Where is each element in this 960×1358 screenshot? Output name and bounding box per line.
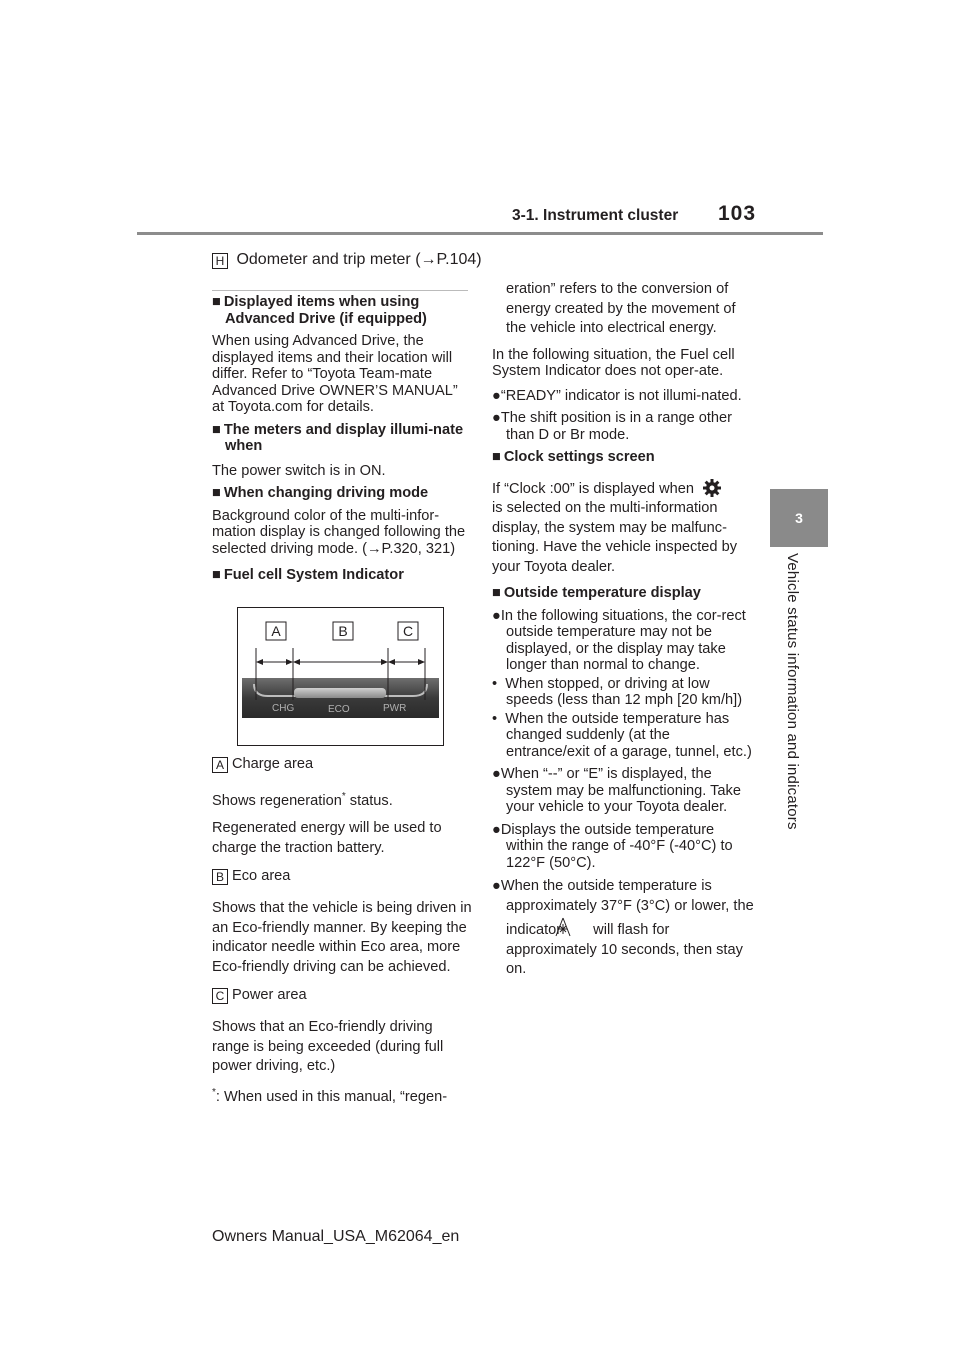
- arrow-icon: →: [420, 251, 437, 268]
- chapter-tab[interactable]: 3: [770, 489, 828, 547]
- right-column: [492, 280, 754, 986]
- eco-area-title: Eco area: [232, 868, 291, 885]
- para-not-operate: In the following situation, the Fuel cell System Indicator does not oper-ate.: [492, 346, 735, 379]
- square-bullet-icon: ■: [492, 449, 501, 465]
- diagram-label-b: B: [338, 623, 348, 639]
- square-bullet-icon: ■: [492, 585, 501, 601]
- para-advanced-drive: When using Advanced Drive, the displayed items and their location will differ. Refer to “Toyota Team-mate Advanced Drive OWNER’S MANUAL” at Toyota.com for details.: [212, 333, 458, 415]
- charge-area-desc: Regenerated energy will be used to charge the traction battery.: [212, 820, 442, 856]
- label-a-box: A: [212, 757, 228, 773]
- page-ref-link[interactable]: P.104): [436, 251, 482, 268]
- eco-label: ECO: [328, 704, 350, 715]
- bullet-range: Displays the outside temperature within the range of -40°F (-40°C) to 122°F (50°C).: [500, 821, 733, 871]
- pwr-label: PWR: [383, 703, 407, 714]
- bullet-temp-situations: In the following situations, the cor-rect outside temperature may not be displayed, or the display may take longer than normal to change.: [500, 607, 746, 673]
- square-bullet-icon: ■: [212, 485, 221, 501]
- footnote-text: : When used in this manual, “regen-: [215, 1088, 448, 1105]
- gear-icon: [702, 478, 722, 498]
- heading-illumination: The meters and display illumi-nate when: [223, 421, 464, 454]
- ice-warning-icon: [567, 916, 587, 938]
- bullet-malfunction: When “--” or “E” is displayed, the system may be malfunctioning. Take your vehicle to your Toyota dealer.: [500, 766, 741, 815]
- circle-bullet-icon: ●: [492, 821, 501, 838]
- circle-bullet-icon: ●: [492, 878, 501, 894]
- fc-indicator-diagram: [238, 608, 443, 745]
- clock-text-b: is selected on the multi-information display, the system may be malfunc-tioning. Have the vehicle inspected by your Toyota dealer.: [492, 500, 738, 575]
- bullet-ice-b: will flash for approximately 10 seconds, then stay on.: [506, 922, 743, 977]
- charge-area-title: Charge area: [232, 756, 314, 772]
- para-driving-mode-text: Background color of the multi-infor-mation display is changed following the selected driving mode. (: [212, 507, 466, 557]
- arrow-icon: →: [366, 540, 382, 557]
- fc-indicator-illustration: [237, 607, 444, 746]
- footnote-mark: *: [341, 791, 346, 802]
- item-h: [212, 251, 482, 269]
- page-number: 103: [718, 202, 757, 225]
- page-ref-link[interactable]: P.320, 321): [381, 540, 456, 557]
- para-illumination: The power switch is in ON.: [212, 462, 386, 479]
- section-title: 3-1. Instrument cluster: [512, 207, 679, 224]
- heading-driving-mode: When changing driving mode: [223, 485, 429, 501]
- left-column: [212, 294, 472, 590]
- left-column-lower: [212, 756, 474, 1111]
- para-driving-mode: [212, 508, 472, 558]
- circle-bullet-icon: ●: [492, 766, 501, 782]
- eco-area-desc: Shows that the vehicle is being driven in an Eco-friendly manner. By keeping the indicator needle within Eco area, more Eco-friendly driving can be achieved.: [212, 900, 472, 975]
- diagram-label-c: C: [402, 623, 414, 639]
- section-divider: [212, 290, 468, 291]
- footnote-mark: *: [212, 1086, 216, 1098]
- power-area-desc: Shows that an Eco-friendly driving range is being exceeded (during full power driving, etc.): [212, 1019, 444, 1075]
- item-h-text: Odometer and trip meter (: [236, 251, 421, 268]
- clock-text-a: If “Clock :00” is displayed when: [492, 480, 694, 497]
- heading-advanced-drive: Displayed items when using Advanced Drive (if equipped): [223, 294, 427, 327]
- item-letter: H: [212, 253, 228, 269]
- footer-text: Owners Manual_USA_M62064_en: [212, 1228, 460, 1245]
- square-bullet-icon: ■: [212, 567, 221, 583]
- bullet-shift: The shift position is in a range other than D or Br mode.: [500, 410, 733, 443]
- bullet-ice-a: When the outside temperature is approximately 37°F (3°C) or lower, the indicator: [500, 878, 754, 938]
- chapter-tab-label: Vehicle status information and indicators: [784, 553, 801, 830]
- label-c-box: C: [212, 988, 228, 1004]
- header-rule: [137, 232, 823, 235]
- label-b-box: B: [212, 869, 228, 885]
- chg-label: CHG: [272, 703, 295, 714]
- heading-fc-indicator: Fuel cell System Indicator: [223, 567, 404, 583]
- eco-highlight: [294, 688, 386, 698]
- heading-clock: Clock settings screen: [503, 449, 655, 465]
- power-area-title: Power area: [232, 987, 307, 1004]
- dash-bullet-icon: •: [492, 710, 498, 727]
- circle-bullet-icon: ●: [492, 387, 501, 404]
- circle-bullet-icon: ●: [492, 607, 501, 624]
- diagram-label-a: A: [271, 623, 281, 639]
- dash-bullet-icon: •: [492, 675, 498, 692]
- bullet-ready: “READY” indicator is not illumi-nated.: [500, 387, 742, 404]
- heading-outside-temp: Outside temperature display: [503, 585, 701, 601]
- footnote-continued: eration” refers to the conversion of energy created by the movement of the vehicle into electrical energy.: [506, 281, 736, 336]
- circle-bullet-icon: ●: [492, 410, 501, 426]
- square-bullet-icon: ■: [212, 421, 221, 438]
- dash-item-sudden-change: When the outside temperature has changed suddenly (at the entrance/exit of a garage, tunnel, etc.): [505, 710, 752, 760]
- square-bullet-icon: ■: [212, 294, 221, 310]
- regen-text-end: status.: [345, 792, 393, 809]
- dash-item-low-speed: When stopped, or driving at low speeds (less than 12 mph [20 km/h]): [505, 675, 743, 708]
- regen-text: Shows regeneration: [212, 792, 342, 809]
